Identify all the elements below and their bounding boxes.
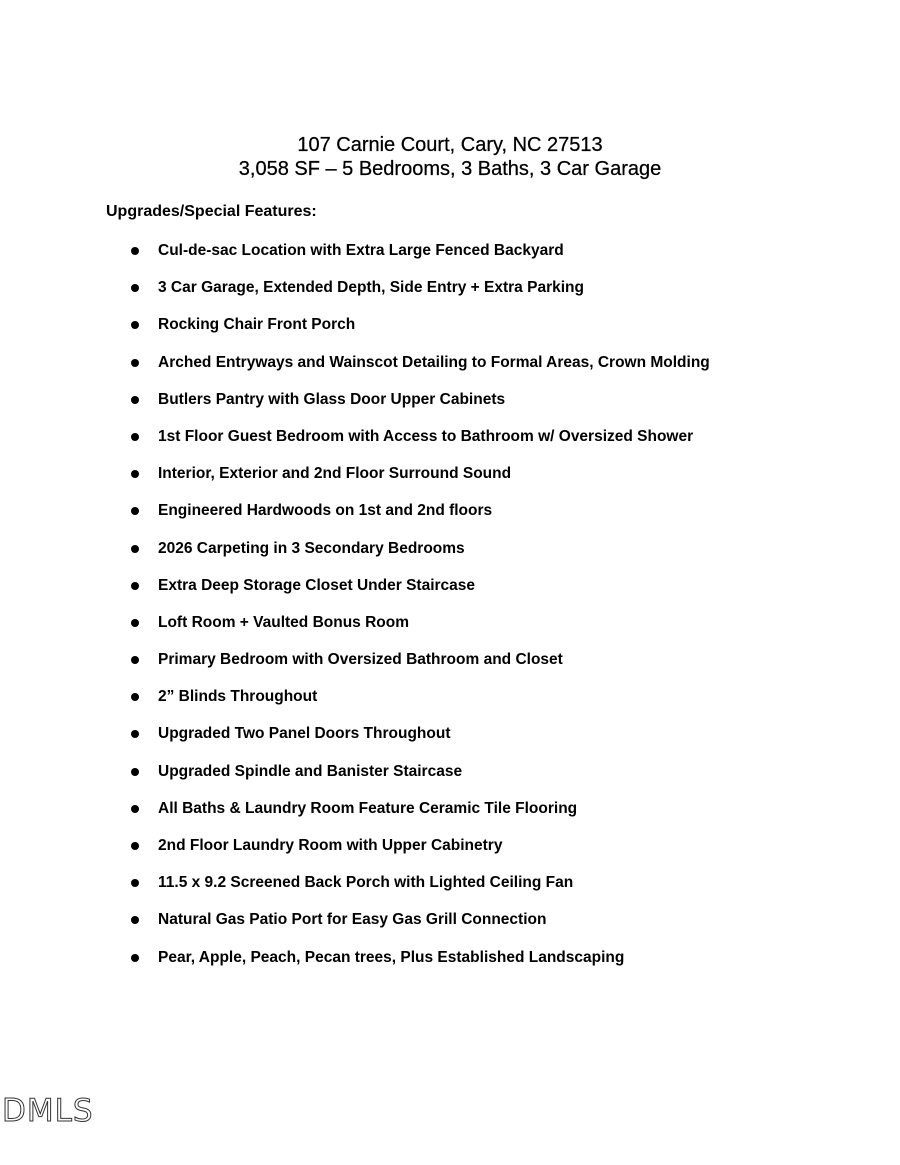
list-item <box>0 315 900 352</box>
bullet-icon <box>131 730 139 738</box>
bullet-icon <box>131 842 139 850</box>
feature-text: Butlers Pantry with Glass Door Upper Cabinets <box>158 390 506 408</box>
bullet-icon <box>131 433 139 441</box>
feature-text: 1st Floor Guest Bedroom with Access to Bathroom w/ Oversized Shower <box>158 427 694 445</box>
list-item <box>0 539 900 576</box>
list-item <box>0 464 900 501</box>
list-item <box>0 353 900 390</box>
feature-text: All Baths & Laundry Room Feature Ceramic Tile Flooring <box>158 799 578 817</box>
feature-text: Upgraded Two Panel Doors Throughout <box>158 725 451 743</box>
feature-list <box>0 241 900 985</box>
bullet-icon <box>131 582 139 590</box>
list-item <box>0 613 900 650</box>
feature-text: 2nd Floor Laundry Room with Upper Cabinetry <box>158 837 503 854</box>
section-heading: Upgrades/Special Features: <box>106 203 317 220</box>
list-item <box>0 873 900 910</box>
list-item <box>0 687 900 724</box>
feature-text: Rocking Chair Front Porch <box>158 316 356 334</box>
bullet-icon <box>131 693 139 701</box>
list-item <box>0 501 900 538</box>
bullet-icon <box>131 470 139 478</box>
list-item <box>0 948 900 985</box>
bullet-icon <box>131 619 139 627</box>
list-item <box>0 427 900 464</box>
feature-text: 2” Blinds Throughout <box>158 688 318 706</box>
feature-text: Upgraded Spindle and Banister Staircase <box>158 762 463 780</box>
list-item <box>0 576 900 613</box>
bullet-icon <box>131 321 139 329</box>
feature-text: Pear, Apple, Peach, Pecan trees, Plus Established Landscaping <box>158 948 625 966</box>
bullet-icon <box>131 805 139 813</box>
feature-text: Engineered Hardwoods on 1st and 2nd floors <box>158 502 493 520</box>
bullet-icon <box>131 656 139 664</box>
feature-text: Cul-de-sac Location with Extra Large Fenced Backyard <box>158 242 564 259</box>
feature-text: Extra Deep Storage Closet Under Staircase <box>158 576 476 594</box>
property-address: 107 Carnie Court, Cary, NC 27513 <box>297 134 603 156</box>
bullet-icon <box>131 768 139 776</box>
feature-text: Loft Room + Vaulted Bonus Room <box>158 613 410 631</box>
feature-text: Primary Bedroom with Oversized Bathroom and Closet <box>158 651 563 669</box>
list-item <box>0 390 900 427</box>
list-item <box>0 724 900 761</box>
bullet-icon <box>131 284 139 292</box>
feature-text: Arched Entryways and Wainscot Detailing to Formal Areas, Crown Molding <box>158 353 710 371</box>
bullet-icon <box>131 879 139 887</box>
list-item <box>0 650 900 687</box>
title-block <box>0 133 900 181</box>
bullet-icon <box>131 247 139 255</box>
list-item <box>0 910 900 947</box>
property-summary: 3,058 SF – 5 Bedrooms, 3 Baths, 3 Car Garage <box>238 158 662 180</box>
feature-text: Interior, Exterior and 2nd Floor Surround Sound <box>158 465 512 483</box>
feature-text: 3 Car Garage, Extended Depth, Side Entry + Extra Parking <box>158 279 584 297</box>
bullet-icon <box>131 359 139 367</box>
bullet-icon <box>131 916 139 924</box>
list-item <box>0 836 900 873</box>
list-item <box>0 762 900 799</box>
bullet-icon <box>131 954 139 962</box>
list-item <box>0 799 900 836</box>
bullet-icon <box>131 507 139 515</box>
bullet-icon <box>131 396 139 404</box>
feature-text: 2026 Carpeting in 3 Secondary Bedrooms <box>158 539 465 557</box>
list-item <box>0 278 900 315</box>
watermark-logo: DMLS <box>2 1093 94 1129</box>
feature-text: 11.5 x 9.2 Screened Back Porch with Lighted Ceiling Fan <box>158 874 574 892</box>
list-item <box>0 241 900 278</box>
bullet-icon <box>131 545 139 553</box>
feature-text: Natural Gas Patio Port for Easy Gas Grill Connection <box>158 911 547 929</box>
